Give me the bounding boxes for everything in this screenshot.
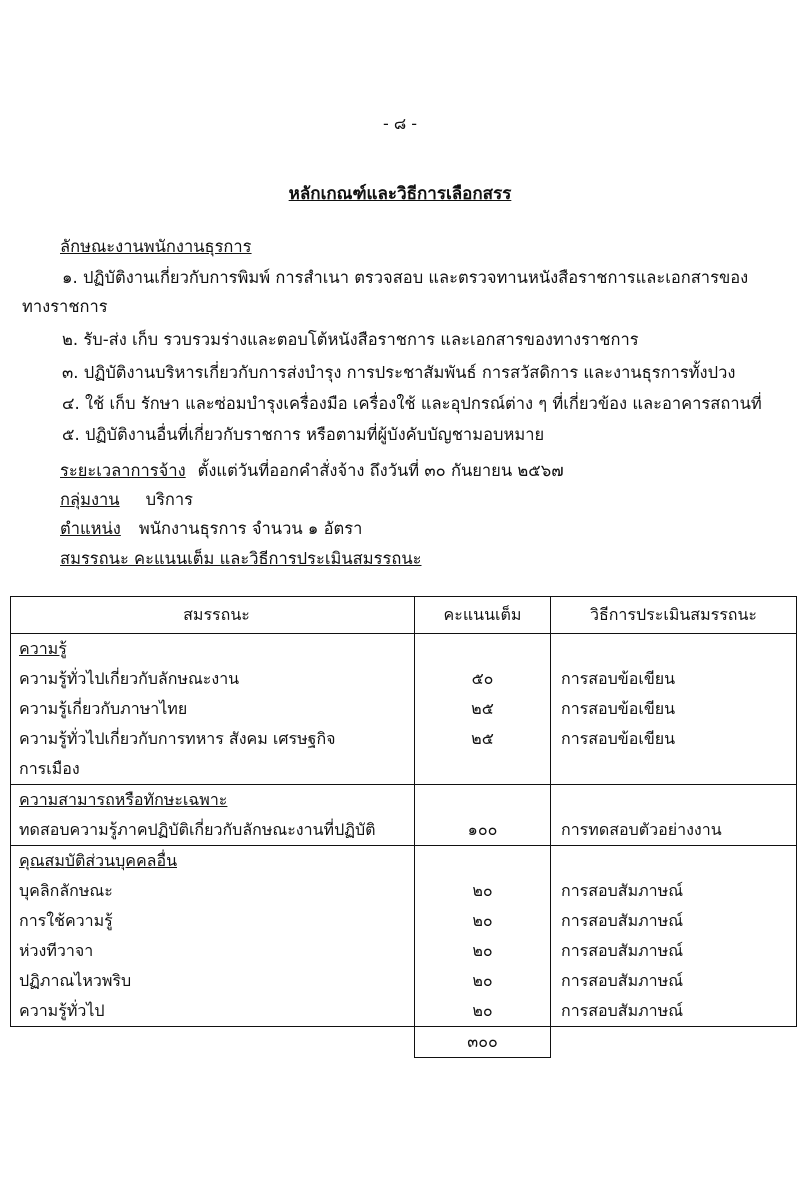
method-cell: การสอบสัมภาษณ์	[551, 936, 797, 966]
table-row	[11, 815, 797, 846]
job-description-heading: ลักษณะงานพนักงานธุรการ	[60, 237, 252, 256]
document-title: หลักเกณฑ์และวิธีการเลือกสรร	[288, 184, 512, 204]
method-cell: การสอบสัมภาษณ์	[551, 876, 797, 906]
competency-table	[10, 596, 797, 1058]
competency-cell: ความรู้ทั่วไป	[11, 996, 415, 1027]
score-cell: ๒๐	[415, 906, 551, 936]
table-row	[11, 754, 797, 785]
competency-cell: ความรู้ทั่วไปเกี่ยวกับการทหาร สังคม เศรษฐกิจ	[11, 724, 415, 754]
section-heading-row	[11, 634, 797, 665]
competency-cell: ทดสอบความรู้ภาคปฏิบัติเกี่ยวกับลักษณะงานที่ปฏิบัติ	[11, 815, 415, 846]
header-assessment-method: วิธีการประเมินสมรรถนะ	[551, 597, 797, 634]
total-row	[11, 1027, 797, 1058]
table-row	[11, 966, 797, 996]
competency-cell: การใช้ความรู้	[11, 906, 415, 936]
work-group-value: บริการ	[145, 490, 194, 509]
score-cell: ๒๐	[415, 966, 551, 996]
employment-period-label: ระยะเวลาการจ้าง	[60, 461, 186, 480]
competency-cell: การเมือง	[11, 754, 415, 785]
section-heading-knowledge: ความรู้	[11, 634, 415, 665]
table-row	[11, 724, 797, 754]
table-row	[11, 876, 797, 906]
method-cell: การสอบสัมภาษณ์	[551, 906, 797, 936]
competency-heading: สมรรถนะ คะแนนเต็ม และวิธีการประเมินสมรรถนะ	[60, 549, 422, 568]
employment-period	[60, 458, 564, 484]
section-heading-personal: คุณสมบัติส่วนบุคคลอื่น	[11, 846, 415, 877]
section-heading-row	[11, 846, 797, 877]
table-row	[11, 694, 797, 724]
table-row	[11, 664, 797, 694]
total-score: ๓๐๐	[415, 1027, 551, 1058]
section-heading-row	[11, 785, 797, 816]
position	[60, 516, 362, 542]
job-item-1: ๑. ปฏิบัติงานเกี่ยวกับการพิมพ์ การสำเนา ตรวจสอบ และตรวจทานหนังสือราชการและเอกสารของ	[62, 268, 749, 287]
section-heading-skills: ความสามารถหรือทักษะเฉพาะ	[11, 785, 415, 816]
competency-cell: ปฏิภาณไหวพริบ	[11, 966, 415, 996]
position-label: ตำแหน่ง	[60, 519, 121, 538]
method-cell: การสอบสัมภาษณ์	[551, 996, 797, 1027]
table-row	[11, 996, 797, 1027]
score-cell: ๒๐	[415, 876, 551, 906]
score-cell: ๒๕	[415, 694, 551, 724]
table-row	[11, 906, 797, 936]
score-cell: ๕๐	[415, 664, 551, 694]
employment-period-value: ตั้งแต่วันที่ออกคำสั่งจ้าง ถึงวันที่ ๓๐ กันยายน ๒๕๖๗	[197, 461, 564, 480]
competency-cell: ห่วงทีวาจา	[11, 936, 415, 966]
score-cell: ๑๐๐	[415, 815, 551, 846]
method-cell: การสอบข้อเขียน	[551, 694, 797, 724]
job-item-1-continued: ทางราชการ	[22, 297, 108, 316]
score-cell: ๒๕	[415, 724, 551, 754]
score-cell: ๒๐	[415, 936, 551, 966]
job-item-5: ๕. ปฏิบัติงานอื่นที่เกี่ยวกับราชการ หรือตามที่ผู้บังคับบัญชามอบหมาย	[62, 425, 545, 444]
score-cell: ๒๐	[415, 996, 551, 1027]
competency-cell: ความรู้ทั่วไปเกี่ยวกับลักษณะงาน	[11, 664, 415, 694]
table-row	[11, 936, 797, 966]
method-cell: การสอบข้อเขียน	[551, 664, 797, 694]
page-number: - ๘ -	[382, 114, 418, 133]
work-group-label: กลุ่มงาน	[60, 490, 120, 509]
competency-cell: บุคลิกลักษณะ	[11, 876, 415, 906]
job-item-4: ๔. ใช้ เก็บ รักษา และซ่อมบำรุงเครื่องมือ เครื่องใช้ และอุปกรณ์ต่าง ๆ ที่เกี่ยวข้อง และอาคารสถานที่	[62, 394, 762, 413]
position-value: พนักงานธุรการ จำนวน ๑ อัตรา	[138, 519, 363, 538]
score-cell	[415, 754, 551, 785]
job-item-3: ๓. ปฏิบัติงานบริหารเกี่ยวกับการส่งบำรุง การประชาสัมพันธ์ การสวัสดิการ และงานธุรการทั้งปวง	[62, 363, 736, 382]
method-cell: การสอบสัมภาษณ์	[551, 966, 797, 996]
method-cell: การทดสอบตัวอย่างงาน	[551, 815, 797, 846]
method-cell	[551, 754, 797, 785]
competency-cell: ความรู้เกี่ยวกับภาษาไทย	[11, 694, 415, 724]
header-full-score: คะแนนเต็ม	[415, 597, 551, 634]
table-header-row	[11, 597, 797, 634]
header-competency: สมรรถนะ	[11, 597, 415, 634]
job-item-2: ๒. รับ-ส่ง เก็บ รวบรวมร่างและตอบโต้หนังสือราชการ และเอกสารของทางราชการ	[62, 330, 639, 349]
method-cell: การสอบข้อเขียน	[551, 724, 797, 754]
work-group	[60, 487, 193, 513]
